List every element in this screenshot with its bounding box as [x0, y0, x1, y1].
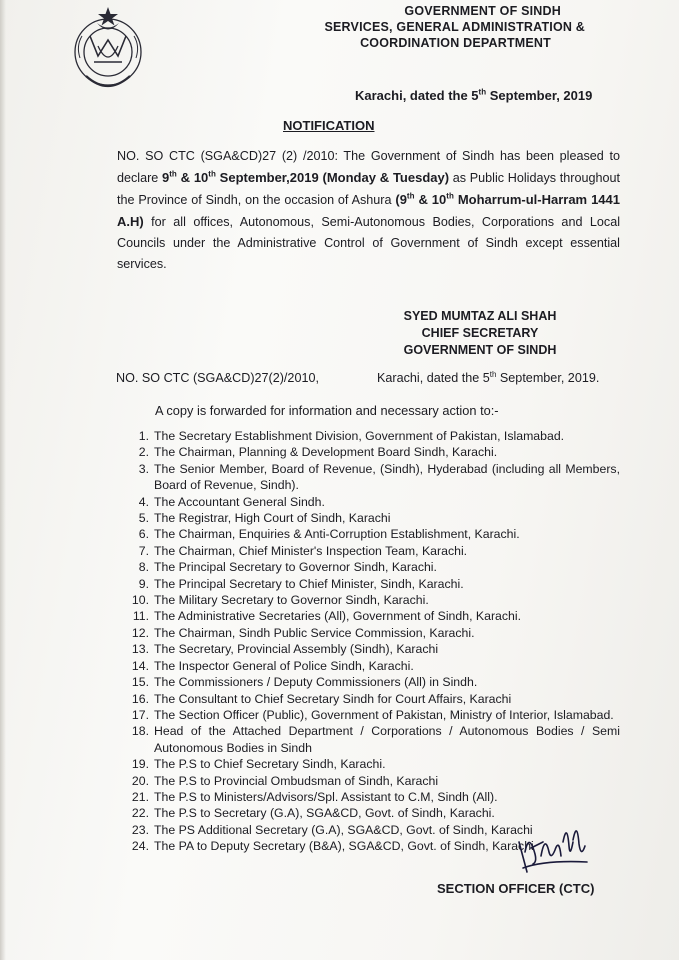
- list-item-text: The Administrative Secretaries (All), Government of Sindh, Karachi.: [154, 609, 522, 624]
- list-item-text: The P.S to Secretary (G.A), SGA&CD, Govt. of Sindh, Karachi.: [154, 806, 495, 821]
- list-item-text: The Senior Member, Board of Revenue, (Sindh), Hyderabad (including all Members, Board of Revenue, Sindh).: [154, 461, 620, 493]
- distribution-list: [125, 428, 620, 855]
- list-item-number: 17.: [131, 707, 149, 722]
- list-item: [125, 428, 620, 444]
- list-item-number: 1.: [138, 429, 149, 443]
- list-item-number: 3.: [138, 461, 149, 476]
- list-item-number: 20.: [131, 773, 149, 788]
- list-item-number: 21.: [131, 789, 149, 804]
- list-item: [125, 641, 620, 657]
- list-item: [125, 526, 620, 542]
- list-item: [125, 461, 620, 494]
- list-item-text: The Secretary Establishment Division, Government of Pakistan, Islamabad.: [154, 429, 565, 443]
- copy-date-sup: th: [489, 369, 497, 379]
- list-item-text: The Commissioners / Deputy Commissioners (All) in Sindh.: [154, 675, 478, 690]
- list-item-text: The PA to Deputy Secretary (B&A), SGA&CD, Govt. of Sindh, Karachi: [154, 839, 534, 854]
- list-item: [125, 625, 620, 641]
- list-item-text: The Registrar, High Court of Sindh, Karachi: [154, 511, 391, 526]
- list-item-text: The Military Secretary to Governor Sindh, Karachi.: [154, 593, 429, 608]
- list-item: [125, 592, 620, 608]
- list-item-number: 24.: [131, 839, 149, 854]
- list-item: [125, 608, 620, 624]
- list-item: [125, 723, 620, 756]
- ashura-date-c: Moharrum-ul-Harram 1441 A.H): [117, 192, 620, 229]
- list-item-text: The Accountant General Sindh.: [154, 494, 325, 509]
- list-item-number: 12.: [131, 625, 149, 640]
- header-government-line: GOVERNMENT OF SINDH: [404, 4, 561, 18]
- list-item: [125, 543, 620, 559]
- list-item-number: 16.: [131, 691, 149, 706]
- page-edge-shadow: [0, 0, 6, 960]
- holiday-date-a-sup: th: [169, 169, 177, 179]
- notification-body: [117, 146, 620, 275]
- list-item: [125, 494, 620, 510]
- list-item-text: The P.S to Chief Secretary Sindh, Karachi.: [154, 757, 386, 772]
- holiday-date-a: 9: [162, 170, 170, 185]
- list-item-text: The Principal Secretary to Governor Sindh, Karachi.: [154, 560, 437, 575]
- list-item: [125, 691, 620, 707]
- handwritten-signature: [515, 812, 605, 882]
- list-item: [125, 707, 620, 723]
- list-item-text: The Chairman, Enquiries & Anti-Corruption Establishment, Karachi.: [154, 527, 520, 542]
- list-item-number: 14.: [131, 658, 149, 673]
- body-text-part1: NO. SO CTC (SGA&CD)27 (2) /2010: The Government of Sindh has been pleased to declare: [117, 149, 620, 185]
- government-of-sindh-seal: [68, 6, 150, 92]
- ashura-date-a-sup: th: [406, 191, 415, 201]
- list-item-number: 6.: [138, 527, 149, 542]
- list-item-number: 19.: [131, 757, 149, 772]
- copy-date: [377, 371, 599, 385]
- list-item-text: The P.S to Provincial Ombudsman of Sindh, Karachi: [154, 773, 439, 788]
- list-item-number: 7.: [138, 543, 149, 558]
- forward-text: A copy is forwarded for information and necessary action to:-: [155, 403, 499, 418]
- copy-date-prefix: Karachi, dated the 5: [377, 371, 490, 385]
- signatory-block: [380, 308, 580, 359]
- list-item-number: 23.: [131, 822, 149, 837]
- ashura-date-b: & 10: [414, 192, 447, 207]
- copy-date-suffix: September, 2019.: [496, 371, 600, 385]
- copy-reference-number: NO. SO CTC (SGA&CD)27(2)/2010,: [116, 371, 319, 385]
- section-officer-label: SECTION OFFICER (CTC): [437, 881, 595, 896]
- list-item-number: 11.: [132, 609, 149, 624]
- list-item: [125, 576, 620, 592]
- holiday-date-c: September,2019 (Monday & Tuesday): [215, 170, 450, 185]
- list-item-text: The Chairman, Chief Minister's Inspection Team, Karachi.: [154, 543, 468, 558]
- signatory-name: SYED MUMTAZ ALI SHAH: [403, 309, 557, 323]
- list-item-number: 8.: [138, 560, 149, 575]
- list-item-number: 5.: [138, 511, 149, 526]
- list-item-text: The Consultant to Chief Secretary Sindh for Court Affairs, Karachi: [154, 691, 512, 706]
- holiday-dates: [162, 170, 449, 185]
- list-item-number: 18.: [131, 724, 149, 739]
- list-item-number: 10.: [131, 593, 149, 608]
- header-department-line2: COORDINATION DEPARTMENT: [360, 36, 551, 50]
- header-date-sup: th: [478, 87, 487, 97]
- ashura-date-b-sup: th: [446, 191, 454, 201]
- list-item: [125, 510, 620, 526]
- list-item-text: The Chairman, Sindh Public Service Commission, Karachi.: [154, 625, 475, 640]
- signatory-title: CHIEF SECRETARY: [421, 326, 539, 340]
- list-item-text: The Principal Secretary to Chief Minister, Sindh, Karachi.: [154, 576, 464, 591]
- list-item-text: The Inspector General of Police Sindh, Karachi.: [154, 658, 414, 673]
- header-date-suffix: September, 2019: [486, 88, 593, 103]
- list-item: [125, 658, 620, 674]
- list-item-number: 2.: [138, 445, 149, 460]
- body-text-part2: as Public Holidays throughout the Province of Sindh, on the occasion of Ashura: [117, 171, 620, 207]
- list-item: [125, 444, 620, 460]
- list-item-text: The Chairman, Planning & Development Board Sindh, Karachi.: [154, 445, 498, 460]
- list-item-text: The P.S to Ministers/Advisors/Spl. Assistant to C.M, Sindh (All).: [154, 789, 498, 804]
- list-item-number: 22.: [131, 806, 149, 821]
- list-item: [125, 789, 620, 805]
- list-item-number: 13.: [131, 642, 149, 657]
- list-item: [125, 559, 620, 575]
- ashura-date-a: (9: [395, 192, 407, 207]
- list-item: [125, 674, 620, 690]
- notification-title: NOTIFICATION: [283, 118, 375, 133]
- header-date: [355, 88, 592, 103]
- list-item: [125, 773, 620, 789]
- list-item-number: 4.: [138, 494, 149, 509]
- signatory-org: GOVERNMENT OF SINDH: [403, 343, 557, 357]
- header-department-line1: SERVICES, GENERAL ADMINISTRATION &: [324, 20, 585, 34]
- list-item-text: Head of the Attached Department / Corporations / Autonomous Bodies / Semi Autonomous Bodies in Sindh: [154, 724, 620, 755]
- holiday-date-b: & 10: [176, 170, 209, 185]
- list-item-text: The Secretary, Provincial Assembly (Sindh), Karachi: [154, 642, 439, 657]
- list-item-text: The Section Officer (Public), Government of Pakistan, Ministry of Interior, Islamabad.: [154, 707, 614, 722]
- list-item: [125, 756, 620, 772]
- list-item-text: The PS Additional Secretary (G.A), SGA&CD, Govt. of Sindh, Karachi: [154, 822, 533, 837]
- holiday-date-b-sup: th: [208, 169, 216, 179]
- list-item-number: 15.: [131, 675, 149, 690]
- header-date-prefix: Karachi, dated the 5: [355, 88, 479, 103]
- body-text-part3: for all offices, Autonomous, Semi-Autonomous Bodies, Corporations and Local Councils under the Administrative Control of Government of Sindh except essential services.: [117, 215, 620, 271]
- list-item-number: 9.: [138, 576, 149, 591]
